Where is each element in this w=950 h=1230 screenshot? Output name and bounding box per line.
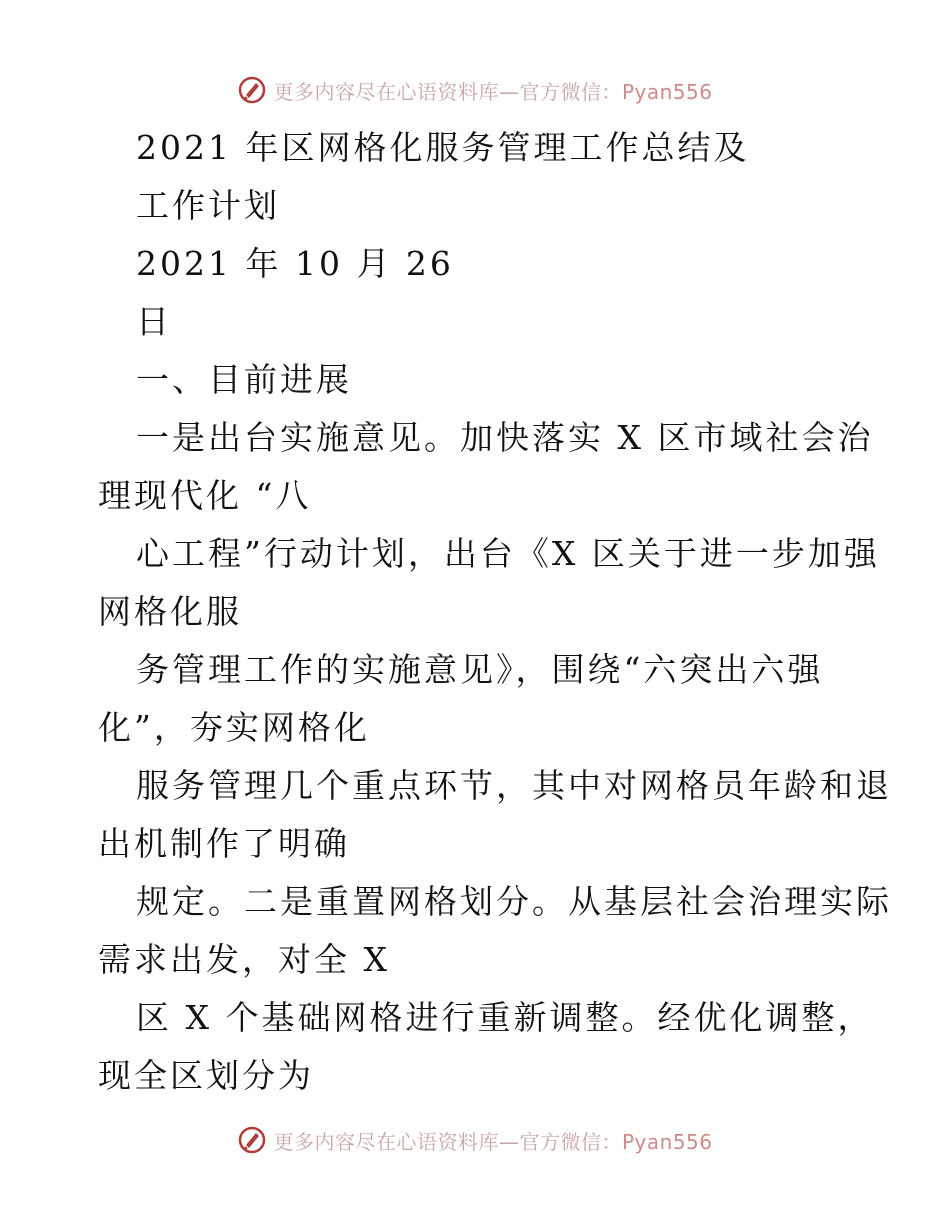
watermark-text [273, 1126, 712, 1155]
watermark-wechat-id: Pyan556 [621, 79, 713, 104]
body-line: 服务管理几个重点环节，其中对网格员年龄和退 [136, 766, 892, 805]
watermark-logo-icon [237, 1125, 267, 1155]
doc-title-line-1: 2021 年区网格化服务管理工作总结及 [136, 128, 750, 167]
body-line: 需求出发，对全 X [98, 940, 390, 979]
body-line: 现全区划分为 [98, 1056, 314, 1095]
watermark-wechat-id: Pyan556 [621, 1129, 713, 1154]
doc-date-line-1: 2021 年 10 月 26 [136, 244, 454, 283]
body-line: 一是出台实施意见。加快落实 X 区市域社会治 [136, 418, 874, 457]
watermark-text [273, 76, 712, 105]
body-line: 区 X 个基础网格进行重新调整。经优化调整， [136, 998, 874, 1037]
body-line: 规定。二是重置网格划分。从基层社会治理实际 [136, 882, 892, 921]
body-line: 出机制作了明确 [98, 824, 350, 863]
watermark-label: 更多内容尽在心语资料库—官方微信： [273, 79, 622, 104]
body-line: 网格化服 [98, 592, 242, 631]
doc-title-line-2: 工作计划 [136, 186, 280, 225]
watermark-label: 更多内容尽在心语资料库—官方微信： [273, 1129, 622, 1154]
watermark-bottom [0, 1120, 950, 1160]
body-line: 化”，夯实网格化 [98, 708, 370, 747]
watermark-top [0, 70, 950, 110]
body-line: 心工程”行动计划，出台《X 区关于进一步加强 [136, 534, 880, 573]
body-line: 理现代化 “八 [98, 476, 312, 515]
body-line: 务管理工作的实施意见》，围绕“六突出六强 [136, 650, 824, 689]
watermark-logo-icon [237, 75, 267, 105]
section-heading: 一、目前进展 [136, 360, 352, 399]
doc-date-line-2: 日 [136, 302, 172, 341]
